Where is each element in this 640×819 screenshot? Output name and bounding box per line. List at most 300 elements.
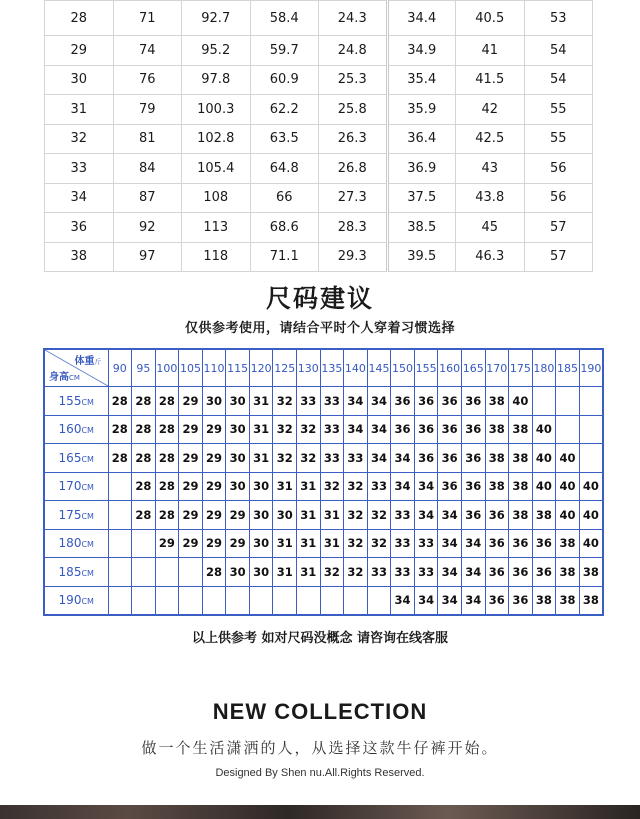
table-cell: 71.1 xyxy=(250,242,319,272)
table-row xyxy=(45,242,593,272)
table-cell: 42.5 xyxy=(456,124,525,154)
size-cell xyxy=(155,558,179,587)
table-cell: 35.4 xyxy=(387,65,456,95)
table-cell: 34.4 xyxy=(387,1,456,36)
table-cell: 76 xyxy=(113,65,182,95)
table-cell: 24.3 xyxy=(319,1,388,36)
size-cell: 36 xyxy=(485,529,509,558)
size-cell: 38 xyxy=(556,529,580,558)
size-cell: 36 xyxy=(391,387,415,416)
weight-header-cell: 115 xyxy=(226,349,250,387)
size-cell: 34 xyxy=(391,472,415,501)
size-cell: 28 xyxy=(202,558,226,587)
grid-row xyxy=(44,558,603,587)
collection-heading: NEW COLLECTION xyxy=(212,699,428,724)
size-cell: 29 xyxy=(155,529,179,558)
size-cell xyxy=(226,586,250,615)
size-cell: 30 xyxy=(249,558,273,587)
size-cell: 30 xyxy=(273,501,297,530)
size-cell: 33 xyxy=(320,387,344,416)
size-cell: 30 xyxy=(249,529,273,558)
table-cell: 42 xyxy=(456,95,525,125)
weight-header-cell: 95 xyxy=(132,349,156,387)
height-unit: CM xyxy=(81,426,94,436)
table-cell: 24.8 xyxy=(319,36,388,66)
size-cell: 32 xyxy=(273,387,297,416)
size-cell: 31 xyxy=(273,558,297,587)
table-cell: 38.5 xyxy=(387,213,456,243)
size-cell: 38 xyxy=(485,387,509,416)
height-value: 160 xyxy=(58,422,82,437)
size-measurement-table xyxy=(44,0,593,272)
size-cell xyxy=(556,415,580,444)
size-cell: 33 xyxy=(367,472,391,501)
size-cell: 34 xyxy=(461,529,485,558)
table-cell: 26.8 xyxy=(319,154,388,184)
product-photo-edge xyxy=(0,805,640,819)
weight-axis-label: 体重 xyxy=(74,356,95,367)
table-cell: 54 xyxy=(524,65,593,95)
size-cell xyxy=(367,586,391,615)
table-cell: 30 xyxy=(45,65,114,95)
table-cell: 33 xyxy=(45,154,114,184)
size-cell: 36 xyxy=(485,558,509,587)
size-cell: 32 xyxy=(344,558,368,587)
table-cell: 95.2 xyxy=(182,36,251,66)
table-cell: 71 xyxy=(113,1,182,36)
size-cell: 30 xyxy=(202,387,226,416)
table-cell: 57 xyxy=(524,242,593,272)
size-cell: 34 xyxy=(367,444,391,473)
table-cell: 28 xyxy=(45,1,114,36)
size-cell: 34 xyxy=(414,586,438,615)
size-cell: 28 xyxy=(132,444,156,473)
size-cell: 31 xyxy=(320,501,344,530)
height-header-cell xyxy=(44,586,108,615)
size-cell: 36 xyxy=(532,529,556,558)
height-value: 185 xyxy=(58,564,82,579)
weight-header-cell: 170 xyxy=(485,349,509,387)
size-cell: 32 xyxy=(367,529,391,558)
height-header-cell xyxy=(44,558,108,587)
size-cell: 31 xyxy=(249,387,273,416)
size-cell: 34 xyxy=(391,444,415,473)
size-cell: 28 xyxy=(132,472,156,501)
size-cell: 38 xyxy=(579,558,603,587)
table-cell: 43.8 xyxy=(456,183,525,213)
table-cell: 34 xyxy=(45,183,114,213)
size-cell: 34 xyxy=(391,586,415,615)
table-cell: 40.5 xyxy=(456,1,525,36)
table-cell: 81 xyxy=(113,124,182,154)
size-cell: 33 xyxy=(391,558,415,587)
height-unit: CM xyxy=(81,511,94,521)
size-cell xyxy=(579,387,603,416)
size-cell xyxy=(132,529,156,558)
size-cell: 33 xyxy=(297,387,321,416)
table-cell: 60.9 xyxy=(250,65,319,95)
size-cell: 32 xyxy=(344,472,368,501)
size-cell: 29 xyxy=(179,472,203,501)
size-cell: 29 xyxy=(179,529,203,558)
table-cell: 56 xyxy=(524,183,593,213)
size-cell: 28 xyxy=(108,444,132,473)
table-cell: 53 xyxy=(524,1,593,36)
height-header-cell xyxy=(44,529,108,558)
size-cell: 32 xyxy=(297,415,321,444)
size-cell: 34 xyxy=(367,387,391,416)
table-row xyxy=(45,65,593,95)
size-cell xyxy=(108,586,132,615)
size-cell xyxy=(202,586,226,615)
size-cell xyxy=(132,586,156,615)
size-cell: 33 xyxy=(391,529,415,558)
size-cell: 30 xyxy=(249,501,273,530)
size-cell: 34 xyxy=(461,558,485,587)
size-cell: 31 xyxy=(273,529,297,558)
size-cell: 28 xyxy=(132,501,156,530)
table-row xyxy=(45,183,593,213)
size-cell xyxy=(297,586,321,615)
size-cell: 36 xyxy=(532,558,556,587)
size-cell: 29 xyxy=(202,415,226,444)
weight-header-cell: 155 xyxy=(414,349,438,387)
weight-header-cell: 145 xyxy=(367,349,391,387)
size-cell xyxy=(579,444,603,473)
size-cell: 33 xyxy=(344,444,368,473)
grid-row xyxy=(44,472,603,501)
size-cell: 31 xyxy=(249,444,273,473)
size-cell: 30 xyxy=(226,558,250,587)
table-cell: 54 xyxy=(524,36,593,66)
size-cell: 32 xyxy=(297,444,321,473)
height-value: 175 xyxy=(58,507,82,522)
size-cell: 34 xyxy=(367,415,391,444)
weight-header-cell: 190 xyxy=(579,349,603,387)
weight-header-cell: 165 xyxy=(461,349,485,387)
size-cell: 40 xyxy=(532,444,556,473)
size-cell: 38 xyxy=(485,444,509,473)
height-value: 170 xyxy=(58,479,82,494)
table-cell: 55 xyxy=(524,124,593,154)
size-cell: 36 xyxy=(461,472,485,501)
size-cell: 40 xyxy=(532,472,556,501)
size-cell: 28 xyxy=(155,472,179,501)
height-unit: CM xyxy=(81,540,94,550)
size-cell: 30 xyxy=(226,444,250,473)
weight-header-cell: 125 xyxy=(273,349,297,387)
size-cell xyxy=(108,558,132,587)
size-cell xyxy=(344,586,368,615)
table-row xyxy=(45,1,593,36)
size-cell: 33 xyxy=(391,501,415,530)
size-cell: 36 xyxy=(509,586,533,615)
table-cell: 25.8 xyxy=(319,95,388,125)
size-cell: 34 xyxy=(344,387,368,416)
table-row xyxy=(45,36,593,66)
size-guide-note: 以上供参考 如对尺码没概念 请咨询在线客服 xyxy=(191,631,449,646)
table-cell: 87 xyxy=(113,183,182,213)
table-cell: 97 xyxy=(113,242,182,272)
table-cell: 79 xyxy=(113,95,182,125)
table-cell: 43 xyxy=(456,154,525,184)
size-cell: 36 xyxy=(414,387,438,416)
size-cell: 36 xyxy=(461,387,485,416)
size-cell: 32 xyxy=(320,472,344,501)
size-guide-subtitle: 仅供参考使用，请结合平时个人穿着习惯选择 xyxy=(184,321,455,336)
height-header-cell xyxy=(44,501,108,530)
size-cell: 38 xyxy=(509,472,533,501)
weight-header-cell: 100 xyxy=(155,349,179,387)
size-cell xyxy=(320,586,344,615)
table-cell: 74 xyxy=(113,36,182,66)
size-cell: 32 xyxy=(273,444,297,473)
height-axis-label: 身高 xyxy=(49,372,69,383)
size-cell: 31 xyxy=(320,529,344,558)
weight-header-cell: 130 xyxy=(297,349,321,387)
size-cell: 40 xyxy=(556,472,580,501)
size-cell: 28 xyxy=(108,415,132,444)
size-cell: 34 xyxy=(414,472,438,501)
size-cell: 40 xyxy=(532,415,556,444)
height-unit: CM xyxy=(69,374,80,382)
size-cell: 33 xyxy=(414,558,438,587)
size-cell: 29 xyxy=(226,529,250,558)
height-unit: CM xyxy=(81,568,94,578)
size-cell: 29 xyxy=(179,501,203,530)
weight-unit: 斤 xyxy=(94,358,102,366)
size-cell: 28 xyxy=(132,415,156,444)
collection-tagline: 做一个生活潇洒的人，从选择这款牛仔裤开始。 xyxy=(141,739,499,757)
size-cell: 36 xyxy=(414,444,438,473)
table-cell: 62.2 xyxy=(250,95,319,125)
table-cell: 26.3 xyxy=(319,124,388,154)
size-cell: 28 xyxy=(155,501,179,530)
table-row xyxy=(45,124,593,154)
table-cell: 39.5 xyxy=(387,242,456,272)
size-cell: 30 xyxy=(226,472,250,501)
size-cell: 36 xyxy=(438,444,462,473)
size-cell: 28 xyxy=(108,387,132,416)
weight-header-cell: 105 xyxy=(179,349,203,387)
height-value: 180 xyxy=(58,536,82,551)
size-cell: 34 xyxy=(414,501,438,530)
weight-header-cell: 160 xyxy=(438,349,462,387)
size-cell: 40 xyxy=(509,387,533,416)
table-cell: 41 xyxy=(456,36,525,66)
size-cell: 29 xyxy=(202,472,226,501)
table-cell: 27.3 xyxy=(319,183,388,213)
size-cell: 29 xyxy=(202,501,226,530)
size-cell: 31 xyxy=(249,415,273,444)
size-cell: 32 xyxy=(367,501,391,530)
table-cell: 37.5 xyxy=(387,183,456,213)
height-value: 190 xyxy=(58,593,82,608)
table-cell: 105.4 xyxy=(182,154,251,184)
table-cell: 59.7 xyxy=(250,36,319,66)
size-cell: 36 xyxy=(485,501,509,530)
size-cell xyxy=(108,501,132,530)
height-value: 155 xyxy=(58,393,82,408)
height-unit: CM xyxy=(81,397,94,407)
size-cell: 36 xyxy=(461,501,485,530)
size-recommendation-grid xyxy=(43,348,604,616)
table-cell: 57 xyxy=(524,213,593,243)
size-cell: 36 xyxy=(438,415,462,444)
table-cell: 102.8 xyxy=(182,124,251,154)
size-cell: 38 xyxy=(509,444,533,473)
height-value: 165 xyxy=(58,450,82,465)
size-cell: 32 xyxy=(344,529,368,558)
size-cell xyxy=(155,586,179,615)
size-cell: 38 xyxy=(579,586,603,615)
height-unit: CM xyxy=(81,597,94,607)
size-cell: 32 xyxy=(344,501,368,530)
table-cell: 108 xyxy=(182,183,251,213)
table-cell: 118 xyxy=(182,242,251,272)
size-cell: 34 xyxy=(438,586,462,615)
table-cell: 38 xyxy=(45,242,114,272)
size-cell xyxy=(532,387,556,416)
size-cell: 30 xyxy=(249,472,273,501)
size-cell: 40 xyxy=(579,501,603,530)
grid-header-row xyxy=(44,349,603,387)
size-cell: 32 xyxy=(320,558,344,587)
size-cell: 40 xyxy=(556,501,580,530)
size-cell: 31 xyxy=(297,558,321,587)
table-cell: 64.8 xyxy=(250,154,319,184)
size-cell: 36 xyxy=(461,415,485,444)
grid-row xyxy=(44,529,603,558)
size-cell: 31 xyxy=(297,501,321,530)
table-cell: 56 xyxy=(524,154,593,184)
size-cell xyxy=(579,415,603,444)
size-cell: 31 xyxy=(273,472,297,501)
table-row xyxy=(45,213,593,243)
size-cell: 29 xyxy=(202,444,226,473)
grid-row xyxy=(44,415,603,444)
weight-header-cell: 120 xyxy=(249,349,273,387)
weight-header-cell: 180 xyxy=(532,349,556,387)
table-row xyxy=(45,95,593,125)
table-cell: 66 xyxy=(250,183,319,213)
table-cell: 28.3 xyxy=(319,213,388,243)
size-cell: 36 xyxy=(438,387,462,416)
table-cell: 29 xyxy=(45,36,114,66)
size-cell xyxy=(556,387,580,416)
size-cell: 33 xyxy=(320,415,344,444)
size-cell: 29 xyxy=(179,444,203,473)
table-cell: 35.9 xyxy=(387,95,456,125)
size-cell: 29 xyxy=(179,387,203,416)
size-guide-title: 尺码建议 xyxy=(265,284,374,313)
size-cell: 30 xyxy=(226,415,250,444)
size-cell: 31 xyxy=(297,529,321,558)
weight-header-cell: 185 xyxy=(556,349,580,387)
table-cell: 100.3 xyxy=(182,95,251,125)
size-cell: 28 xyxy=(155,415,179,444)
size-cell: 36 xyxy=(509,558,533,587)
height-header-cell xyxy=(44,472,108,501)
size-cell xyxy=(108,529,132,558)
size-cell: 28 xyxy=(155,444,179,473)
size-cell: 33 xyxy=(414,529,438,558)
table-cell: 55 xyxy=(524,95,593,125)
weight-header-cell: 135 xyxy=(320,349,344,387)
table-cell: 68.6 xyxy=(250,213,319,243)
size-cell: 34 xyxy=(438,558,462,587)
size-cell: 38 xyxy=(509,501,533,530)
size-cell xyxy=(179,558,203,587)
table-cell: 36.9 xyxy=(387,154,456,184)
grid-row xyxy=(44,387,603,416)
table-cell: 45 xyxy=(456,213,525,243)
size-cell: 38 xyxy=(556,558,580,587)
size-cell: 34 xyxy=(344,415,368,444)
table-cell: 63.5 xyxy=(250,124,319,154)
size-cell: 36 xyxy=(461,444,485,473)
table-cell: 36.4 xyxy=(387,124,456,154)
size-cell: 38 xyxy=(556,586,580,615)
size-cell: 34 xyxy=(438,501,462,530)
table-cell: 34.9 xyxy=(387,36,456,66)
size-cell: 36 xyxy=(509,529,533,558)
size-cell: 38 xyxy=(532,586,556,615)
height-header-cell xyxy=(44,444,108,473)
table-cell: 92.7 xyxy=(182,1,251,36)
weight-header-cell: 140 xyxy=(344,349,368,387)
table-cell: 97.8 xyxy=(182,65,251,95)
size-cell: 36 xyxy=(414,415,438,444)
size-cell: 40 xyxy=(579,529,603,558)
height-unit: CM xyxy=(81,483,94,493)
size-cell xyxy=(132,558,156,587)
height-header-cell xyxy=(44,415,108,444)
size-cell: 38 xyxy=(485,415,509,444)
size-cell xyxy=(108,472,132,501)
weight-header-cell: 150 xyxy=(391,349,415,387)
table-cell: 41.5 xyxy=(456,65,525,95)
size-cell: 36 xyxy=(438,472,462,501)
size-cell xyxy=(273,586,297,615)
size-cell: 30 xyxy=(226,387,250,416)
size-cell: 32 xyxy=(273,415,297,444)
table-cell: 25.3 xyxy=(319,65,388,95)
size-cell xyxy=(179,586,203,615)
size-cell: 28 xyxy=(155,387,179,416)
size-cell: 40 xyxy=(579,472,603,501)
table-cell: 32 xyxy=(45,124,114,154)
weight-header-cell: 175 xyxy=(509,349,533,387)
size-cell: 29 xyxy=(202,529,226,558)
size-cell: 36 xyxy=(391,415,415,444)
weight-header-cell: 110 xyxy=(202,349,226,387)
table-cell: 84 xyxy=(113,154,182,184)
table-cell: 92 xyxy=(113,213,182,243)
size-cell: 34 xyxy=(461,586,485,615)
size-cell: 29 xyxy=(179,415,203,444)
grid-row xyxy=(44,586,603,615)
table-cell: 113 xyxy=(182,213,251,243)
size-cell: 31 xyxy=(297,472,321,501)
grid-corner-cell xyxy=(44,349,108,387)
height-unit: CM xyxy=(81,454,94,464)
size-cell: 38 xyxy=(532,501,556,530)
size-cell xyxy=(249,586,273,615)
grid-row xyxy=(44,501,603,530)
table-cell: 31 xyxy=(45,95,114,125)
size-cell: 38 xyxy=(509,415,533,444)
